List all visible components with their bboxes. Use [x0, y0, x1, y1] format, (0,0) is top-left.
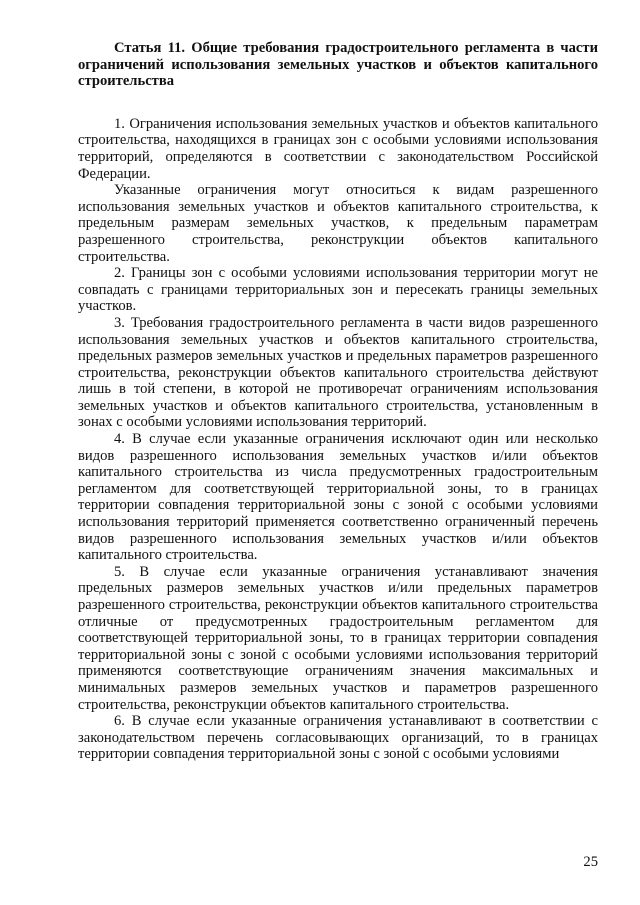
- article-heading: Статья 11. Общие требования градостроительного регламента в части ограничений использования земельных участков и объектов капитального строительства: [78, 40, 598, 90]
- paragraph-1-continuation: Указанные ограничения могут относиться к видам разрешенного использования земельных участков и объектов капитального строительства, к предельным размерам земельных участков, к предельным параметрам разрешенного строительства, реконструкции объектов капитального строительства.: [78, 182, 598, 265]
- paragraph-2: 2. Границы зон с особыми условиями использования территории могут не совпадать с границами территориальных зон и пересекать границы земельных участков.: [78, 265, 598, 315]
- paragraph-6: 6. В случае если указанные ограничения устанавливают в соответствии с законодательством перечень согласовывающих организаций, то в границах территории совпадения территориальной зоны с зоной с особыми условиями: [78, 713, 598, 763]
- paragraph-3: 3. Требования градостроительного регламента в части видов разрешенного использования земельных участков и объектов капитального строительства, предельных размеров земельных участков и предельных параметров разрешенного строительства, реконструкции объектов капитального строительства действуют лишь в той степени, в которой не противоречат ограничениям использования земельных участков и объектов капитального строительства, установленным в зонах с особыми условиями использования территорий.: [78, 314, 598, 431]
- paragraph-1: 1. Ограничения использования земельных участков и объектов капитального строительства, находящихся в границах зон с особыми условиями использования территорий, определяются в соответствии с законодательством Российской Федерации.: [78, 115, 598, 182]
- page-number: 25: [583, 854, 598, 870]
- document-page: [78, 40, 598, 763]
- paragraph-4: 4. В случае если указанные ограничения исключают один или несколько видов разрешенного использования земельных участков и/или объектов капитального строительства из числа предусмотренных градостроительным регламентом для соответствующей территориальной зоны, то в границах территории совпадения территориальной зоны с зоной с особыми условиями использования территорий применяется соответственно ограниченный перечень видов разрешенного использования земельных участков и/или объектов капитального строительства.: [78, 431, 598, 564]
- paragraph-5: 5. В случае если указанные ограничения устанавливают значения предельных размеров земельных участков и/или предельных параметров разрешенного строительства, реконструкции объектов капитального строительства отличные от предусмотренных градостроительным регламентом для соответствующей территориальной зоны, то в границах территории совпадения территориальной зоны с зоной с особыми условиями использования территорий применяются соответствующие ограничениям значения максимальных и минимальных размеров земельных участков и параметров разрешенного строительства, реконструкции объектов капитального строительства.: [78, 563, 598, 713]
